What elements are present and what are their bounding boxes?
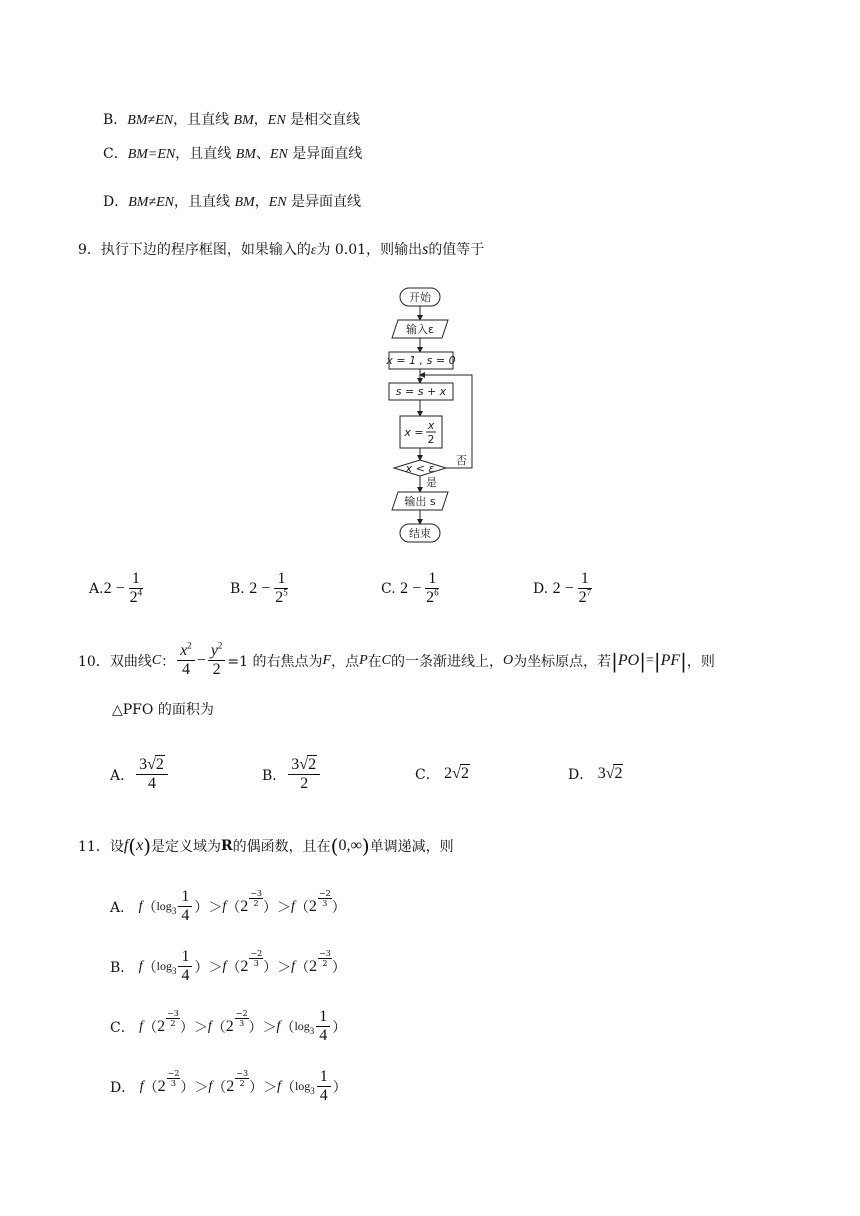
var-c: C	[381, 652, 391, 668]
denominator: 4	[148, 775, 157, 792]
var-y: y	[210, 642, 218, 659]
radicand: 2	[460, 765, 469, 782]
numerator: 1	[274, 570, 288, 589]
paren: ）	[194, 959, 209, 976]
exponent	[167, 1069, 181, 1088]
sqrt-icon: √	[605, 765, 615, 782]
sqrt-icon: √	[299, 756, 309, 773]
input-label: 输入ε	[406, 323, 434, 336]
var-f: f	[138, 958, 143, 974]
halve-lhs: x =	[404, 426, 424, 439]
var-f: f	[222, 898, 227, 914]
paren: （	[143, 1019, 158, 1036]
paren: （	[226, 959, 241, 976]
sqrt-icon: √	[452, 765, 461, 782]
neg-sign: −	[318, 889, 326, 898]
neg-sign: −	[250, 889, 257, 898]
denominator: 4	[178, 906, 192, 925]
numerator: 1	[425, 570, 439, 589]
radicand: 2	[308, 756, 317, 773]
condition-label: x < ε	[405, 462, 435, 475]
exponent: 6	[434, 587, 439, 598]
option-label: B.	[230, 580, 245, 597]
fraction	[316, 1008, 330, 1045]
coefficient: 3	[139, 756, 148, 773]
stem-text: 在	[367, 653, 382, 670]
denominator: 4	[181, 661, 190, 678]
paren: ）	[180, 1079, 195, 1096]
no-label: 否	[456, 454, 467, 467]
exp-den: 3	[239, 1019, 245, 1028]
denominator: 2	[275, 589, 284, 606]
var-x: x	[180, 642, 188, 659]
q11-option-d	[110, 1068, 347, 1105]
paren: ）	[179, 1019, 194, 1036]
log-base: 3	[171, 965, 177, 976]
var-f: f	[291, 958, 296, 974]
option-var: BM	[233, 113, 254, 128]
exp-num: 2	[174, 1069, 180, 1078]
paren: ）	[194, 899, 209, 916]
denominator: 2	[212, 661, 221, 678]
neg-sign: −	[235, 1009, 243, 1018]
gt-sign: ＞	[262, 1019, 277, 1036]
var-c: C	[151, 652, 162, 668]
numerator: 1	[181, 948, 190, 965]
q8-option-b	[103, 110, 360, 131]
abs-bar: |	[680, 648, 687, 673]
option-base: 2 −	[400, 579, 422, 597]
log-base: 3	[171, 905, 177, 916]
var-f: f	[123, 837, 129, 854]
stem-text: 设	[109, 839, 124, 855]
option-label: C.	[381, 580, 396, 597]
gt-sign: ＞	[277, 899, 291, 916]
fraction	[127, 570, 146, 607]
start-label: 开始	[409, 291, 431, 304]
exponent	[249, 949, 263, 968]
gt-sign: ＞	[194, 1079, 209, 1096]
fraction	[178, 948, 192, 985]
option-label: B．	[103, 112, 128, 128]
coefficient: 3	[597, 765, 606, 782]
exp-num: 3	[173, 1009, 179, 1018]
log-base: 3	[309, 1025, 315, 1036]
exponent	[235, 1069, 249, 1088]
option-label: A．	[110, 899, 135, 916]
paren: ）	[332, 1019, 347, 1036]
log-text: log	[294, 1019, 310, 1033]
var-f: f	[139, 1078, 144, 1094]
var-po: PO	[617, 651, 640, 669]
radicand: 2	[155, 756, 164, 773]
option-base: 2 −	[249, 579, 271, 597]
exp-den: 2	[322, 959, 328, 968]
paren: ）	[263, 959, 278, 976]
stem-text: 执行下边的程序框图，如果输入的	[100, 242, 311, 258]
coefficient: 2	[444, 765, 453, 782]
stem-text: ，则	[686, 653, 715, 670]
question-number: 9．	[78, 242, 101, 258]
var-f: f	[139, 1018, 144, 1034]
option-text: ，	[254, 194, 269, 210]
var-f: f	[222, 958, 227, 974]
q9-option-a	[89, 570, 147, 607]
denominator: 4	[316, 1026, 330, 1045]
fraction-x2-over-4	[177, 642, 195, 679]
denominator: 2	[578, 589, 587, 606]
option-label: A.	[89, 580, 104, 597]
epsilon-symbol: ε	[310, 243, 317, 258]
gt-sign: ＞	[193, 1019, 208, 1036]
neg-sign: −	[167, 1009, 174, 1018]
yes-label: 是	[426, 476, 437, 489]
s-symbol: s	[422, 241, 429, 258]
q11-stem: 11． 设 f ( x ) 是定义域为 R 的偶函数，且在 ( 0,∞ ) 单调递减，则	[78, 834, 454, 858]
exp-den: 2	[170, 1019, 176, 1028]
halve-den: 2	[427, 433, 435, 446]
option-var: EN	[267, 113, 286, 128]
option-base: 2 −	[103, 579, 125, 597]
var-f: f	[291, 898, 295, 914]
gt-sign: ＞	[263, 1079, 278, 1096]
fraction-y2-over-2	[208, 642, 226, 679]
paren: ）	[248, 1019, 263, 1036]
option-text: 、	[255, 146, 270, 162]
option-label: A．	[110, 767, 135, 784]
paren: ）	[331, 899, 346, 916]
paren: （	[143, 1079, 158, 1096]
numerator: 1	[129, 570, 143, 589]
fraction	[576, 570, 595, 607]
gt-sign: ＞	[208, 959, 223, 976]
option-text: ，且直线	[173, 112, 234, 128]
exponent: 2	[187, 640, 192, 651]
option-label: D．	[103, 194, 129, 210]
q10-option-b	[262, 756, 322, 793]
denominator: 2	[129, 589, 138, 606]
var-p: P	[359, 652, 368, 668]
var-f: f	[277, 1078, 281, 1094]
numerator: 1	[319, 1008, 328, 1025]
option-text: ，且直线	[175, 146, 236, 162]
option-expr: BM≠EN	[128, 195, 175, 210]
paren: ）	[249, 1079, 264, 1096]
q9-stem	[78, 240, 484, 261]
halve-num: x	[427, 419, 435, 432]
question-number: 10．	[78, 653, 110, 670]
numerator: 1	[181, 888, 190, 905]
q9-option-d	[533, 570, 596, 607]
option-var: EN	[269, 147, 288, 162]
log-text: log	[156, 959, 172, 973]
q8-option-d	[103, 192, 361, 213]
paren: （	[294, 899, 309, 916]
log-text: log	[156, 899, 172, 913]
option-base: 2 −	[552, 579, 574, 597]
abs-bar: |	[639, 648, 646, 673]
exponent	[318, 889, 332, 908]
numerator: 1	[319, 1068, 328, 1085]
option-text: ，且直线	[174, 194, 235, 210]
exp-num: 3	[256, 889, 262, 898]
option-label: C．	[103, 146, 128, 162]
exponent	[166, 1009, 180, 1028]
base-two: 2	[157, 1017, 166, 1035]
fraction	[288, 756, 320, 793]
sqrt-icon: √	[147, 756, 156, 773]
neg-sign: −	[250, 949, 258, 958]
exponent: 4	[137, 587, 143, 598]
q9-option-b	[230, 570, 293, 607]
paren: （	[211, 1019, 226, 1036]
stem-text: 的偶函数，且在	[232, 839, 331, 855]
program-flowchart	[376, 282, 486, 550]
exponent: 5	[283, 587, 288, 598]
gt-sign: ＞	[277, 959, 292, 976]
var-x: x	[136, 837, 144, 854]
denominator: 2	[426, 589, 435, 606]
fraction	[178, 888, 192, 925]
stem-text: 为坐标原点，若	[513, 653, 612, 670]
option-label: B．	[262, 767, 287, 784]
option-text: 是异面直线	[287, 146, 363, 162]
stem-text: ，点	[331, 653, 360, 670]
paren: （	[295, 959, 310, 976]
minus-sign: −	[196, 651, 206, 669]
sum-label: s = s + x	[395, 385, 447, 398]
q10-option-d	[568, 764, 623, 784]
option-text: ，	[253, 112, 268, 128]
exponent: 7	[586, 587, 592, 598]
log-base: 3	[310, 1085, 315, 1096]
exponent: 2	[217, 640, 223, 651]
exp-den: 3	[322, 899, 328, 908]
exponent	[249, 889, 263, 908]
q10-option-c	[415, 764, 470, 784]
base-two: 2	[157, 1077, 166, 1095]
paren: （	[142, 959, 157, 976]
var-f: F	[322, 652, 332, 668]
option-label: D.	[533, 580, 549, 597]
base-two: 2	[309, 957, 318, 975]
fraction	[272, 570, 291, 607]
exp-num: 2	[257, 949, 263, 958]
denominator: 4	[178, 966, 192, 985]
fraction	[423, 570, 442, 607]
init-label: x = 1 , s = 0	[386, 354, 456, 367]
question-number: 11．	[78, 839, 110, 855]
option-label: C．	[110, 1019, 135, 1036]
exp-num: 2	[242, 1009, 248, 1018]
option-expr: BM≠EN	[127, 113, 174, 128]
stem-text: 为 0.01，则输出	[316, 242, 423, 258]
fraction	[317, 1068, 331, 1105]
q11-option-b	[110, 948, 346, 985]
option-text: 是异面直线	[286, 194, 362, 210]
gt-sign: ＞	[208, 899, 223, 916]
paren: （	[142, 899, 157, 916]
var-pf: PF	[660, 651, 681, 669]
output-label: 输出 s	[404, 495, 436, 508]
base-two: 2	[308, 897, 317, 915]
exp-den: 3	[253, 959, 259, 968]
exp-den: 2	[239, 1079, 245, 1088]
var-o: O	[502, 652, 514, 668]
base-two: 2	[240, 957, 249, 975]
option-var: EN	[268, 195, 287, 210]
base-two: 2	[240, 897, 249, 915]
stem-text: 的一条渐进线上，	[390, 653, 503, 670]
stem-text: 是定义域为	[151, 839, 222, 855]
neg-sign: −	[167, 1069, 175, 1078]
q8-option-c	[103, 144, 362, 165]
stem-text: 双曲线	[109, 653, 152, 670]
option-text: 是相交直线	[285, 112, 361, 128]
neg-sign: −	[319, 949, 326, 958]
paren: （	[212, 1079, 227, 1096]
equals-sign: =	[645, 652, 654, 668]
denominator: 2	[300, 775, 309, 792]
coefficient: 3	[291, 756, 300, 773]
abs-bar: |	[653, 648, 661, 673]
paren: ）	[331, 959, 346, 976]
set-r: R	[221, 838, 233, 854]
option-label: B．	[110, 959, 135, 976]
paren: ）	[332, 1079, 347, 1096]
var-f: f	[207, 1018, 212, 1034]
option-label: C．	[415, 767, 440, 783]
q10-option-a	[110, 756, 170, 793]
option-var: BM	[234, 195, 255, 210]
var-f: f	[138, 898, 143, 914]
stem-text: 单调递减，则	[369, 839, 454, 855]
radicand: 2	[614, 765, 623, 782]
q11-option-c	[110, 1008, 346, 1045]
q10-stem-line2: △PFO 的面积为	[112, 702, 214, 718]
interval: 0,∞	[338, 837, 362, 854]
option-var: BM	[235, 147, 256, 162]
numerator: 1	[578, 570, 592, 589]
denominator: 4	[317, 1086, 331, 1105]
paren: （	[280, 1079, 295, 1096]
option-label: D．	[568, 767, 594, 783]
stem-text: ：	[161, 653, 176, 670]
exp-num: 3	[242, 1069, 249, 1078]
option-expr: BM=EN	[127, 147, 176, 162]
q11-option-a	[110, 888, 346, 925]
exp-den: 2	[253, 899, 259, 908]
exp-num: 3	[325, 949, 331, 958]
exp-den: 3	[170, 1079, 177, 1088]
fraction	[136, 756, 168, 793]
stem-text: =1 的右焦点为	[227, 653, 323, 670]
exp-num: 2	[325, 889, 331, 898]
paren: （	[226, 899, 241, 916]
q10-stem	[78, 642, 715, 679]
abs-bar: |	[611, 648, 618, 673]
base-two: 2	[226, 1077, 235, 1095]
option-label: D．	[110, 1079, 136, 1096]
var-f: f	[208, 1078, 213, 1094]
end-label: 结束	[409, 527, 431, 540]
base-two: 2	[225, 1017, 234, 1035]
exponent	[318, 949, 332, 968]
neg-sign: −	[236, 1069, 243, 1078]
stem-text: 的值等于	[428, 242, 485, 258]
exponent	[235, 1009, 249, 1028]
var-f: f	[276, 1018, 281, 1034]
paren: ）	[263, 899, 277, 916]
log-text: log	[294, 1079, 311, 1093]
paren: （	[280, 1019, 295, 1036]
q9-option-c	[381, 570, 444, 607]
